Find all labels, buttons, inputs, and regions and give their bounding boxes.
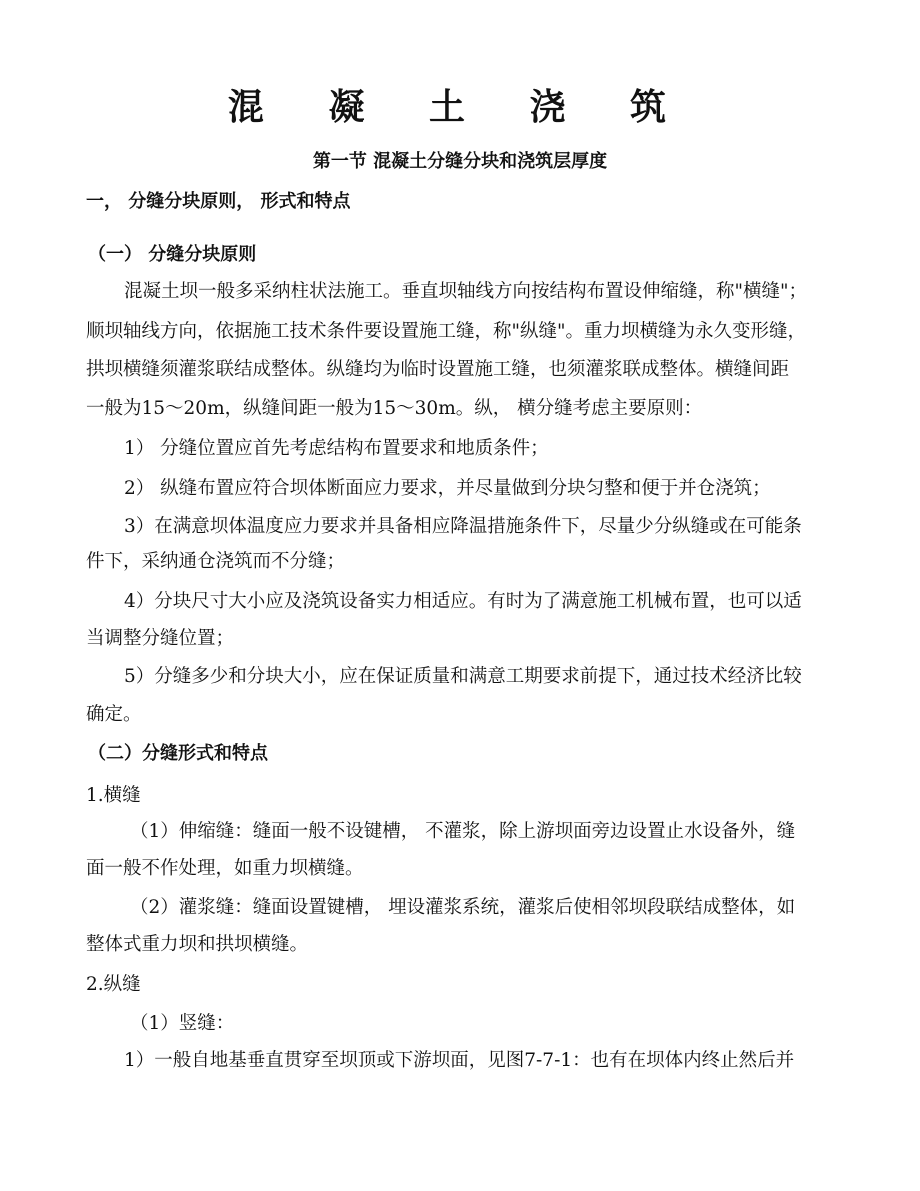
section-heading: 第一节 混凝土分缝分块和浇筑层厚度 [312,151,608,172]
list-item-continuation: 当调整分缝位置； [86,628,235,649]
paragraph-line: （2）灌浆缝：缝面设置键槽， 埋设灌浆系统，灌浆后使相邻坝段联结成整体，如 [130,897,796,918]
paragraph-line: （1）竖缝： [130,1013,235,1034]
list-item: 4）分块尺寸大小应及浇筑设备实力相适应。有时为了满意施工机械布置，也可以适 [124,591,802,612]
paragraph-line: 顺坝轴线方向，依据施工技术条件要设置施工缝，称"纵缝"。重力坝横缝为永久变形缝， [86,321,807,342]
heading-level-2-a: （一） 分缝分块原则 [88,244,257,265]
paragraph-line: 混凝土坝一般多采纳柱状法施工。垂直坝轴线方向按结构布置设伸缩缝，称"横缝"； [124,281,808,302]
paragraph-line: （1）伸缩缝：缝面一般不设键槽， 不灌浆，除上游坝面旁边设置止水设备外，缝 [130,821,796,842]
list-item: 3）在满意坝体温度应力要求并具备相应降温措施条件下，尽量少分纵缝或在可能条 [124,516,802,537]
heading-level-2-b: （二）分缝形式和特点 [88,743,268,764]
list-item: 1） 分缝位置应首先考虑结构布置要求和地质条件； [124,438,549,459]
list-item: 2） 纵缝布置应符合坝体断面应力要求，并尽量做到分块匀整和便于并仓浇筑； [124,478,771,499]
paragraph-line: 整体式重力坝和拱坝横缝。 [86,934,309,955]
list-item-continuation: 确定。 [86,704,142,725]
document-title: 混 凝 土 浇 筑 [227,87,693,128]
list-item-continuation: 件下，采纳通仓浇筑而不分缝； [86,551,346,572]
paragraph-line: 拱坝横缝须灌浆联结成整体。纵缝均为临时设置施工缝，也须灌浆联成整体。横缝间距 [86,359,790,380]
paragraph-line: 面一般不作处理，如重力坝横缝。 [86,858,364,879]
paragraph-line: 1）一般自地基垂直贯穿至坝顶或下游坝面，见图7-7-1：也有在坝体内终止然后并 [124,1050,795,1071]
heading-level-1: 一， 分缝分块原则， 形式和特点 [86,191,351,212]
subsection-heading: 1.横缝 [86,785,141,806]
paragraph-line: 一般为15～20m，纵缝间距一般为15～30m。纵， 横分缝考虑主要原则： [86,398,703,419]
subsection-heading: 2.纵缝 [86,974,141,995]
list-item: 5）分缝多少和分块大小，应在保证质量和满意工期要求前提下，通过技术经济比较 [124,666,802,687]
